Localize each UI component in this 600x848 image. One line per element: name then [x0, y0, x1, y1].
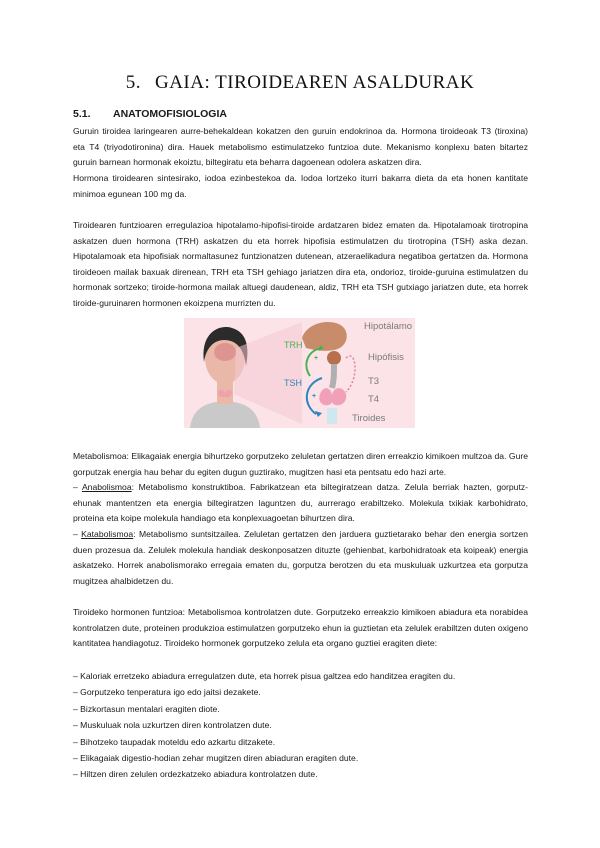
section-title: ANATOMOFISIOLOGIA	[113, 108, 227, 120]
catabolism-text: : Metabolismo suntsitzailea. Zeluletan gertatzen den jarduera guztietarako behar den energia sortzen duen prozesua da. Zelulek molekula handiak deskonposatzen dituzte (gehienbat, karbohidratoak eta koipeak) energia askatzeko. Horrek anabolismorako erregaia ematen du, gorputza berotzen du eta muskuluak uzkurtzea eta gorputza mugitzea ahalbidetzen du.	[73, 529, 528, 586]
brain-shape	[214, 343, 236, 361]
trachea-lower-shape	[327, 408, 337, 424]
section-number: 5.1.	[73, 108, 91, 120]
hypothalamus-shape	[302, 322, 347, 351]
anabolism-term: Anabolismoa	[81, 482, 132, 492]
thyroid-shape	[319, 388, 346, 405]
shirt-shape	[190, 402, 260, 428]
paragraph-intro: Guruin tiroidea laringearen aurre-behekaldean kokatzen den guruin endokrinoa da. Hormona tiroideoak T3 (tiroxina) eta T4 (triyodotironina) dira. Hauek metabolismo estimulatzeko funtzioa dute. Mekanismo konplexu baten bitartez guruin barnean hormonak ekoiztu, biltegiratu eta beharra dagoenean odolera askatzen dira.	[73, 126, 528, 168]
thyroid-axis-figure	[184, 318, 415, 428]
list-item: – Bizkortasun mentalari eragiten diote.	[73, 703, 220, 714]
trh-label: TRH	[284, 340, 303, 350]
paragraph-metabolism: Metabolismoa: Elikagaiak energia bihurtzeko gorputzeko zeluletan gertatzen diren erreakzio kimikoen multzoa da. Gure gorputzak energia hau behar du egiten dugun guztirako, mugitzen hasi eta pentsatu edo hazi arte.	[73, 451, 528, 477]
thyroid-axis-illustration	[184, 318, 415, 428]
tsh-arrowhead	[315, 411, 322, 417]
catabolism-term: Katabolismoa	[81, 529, 134, 539]
hormone-effects-list	[73, 668, 528, 783]
catabolism-dash: –	[73, 529, 78, 539]
feedback-arrow	[346, 356, 355, 392]
t4-label: T4	[368, 394, 380, 405]
paragraph-iodine: Hormona tiroidearen sintesirako, iodoa ezinbestekoa da. Iodoa lortzeko iturri bakarra dieta da eta honen kantitate minimoa egunean 100 mg da.	[73, 173, 528, 199]
tsh-label: TSH	[284, 378, 302, 388]
list-item: – Gorputzeko tenperatura igo edo jaitsi dezakete.	[73, 687, 261, 698]
thyroid-label: Tiroides	[352, 413, 386, 424]
list-item: – Elikagaiak digestio-hodian zehar mugitzen diren abiaduran eragiten dute.	[73, 753, 359, 764]
trachea-shape	[332, 364, 334, 388]
paragraph-regulation: Tiroidearen funtzioaren erregulazioa hipotalamo-hipofisi-tiroide ardatzaren bidez ematen da. Hipotalamoak tirotropina askatzen duen hormona (TRH) askatzen du eta horrek hipofisia estimulatzen du tirotropina (TSH) aska dezan. Hipotalamoak eta hipofisiak normaltasunez funtzionatzen dutenean, atzeraelikadura negatiboa gertatzen da. Hormona tiroideoen mailak baxuak direnean, TRH eta TSH gehiago jariatzen dira eta, ondorioz, tiroide-guruina estimulatzen du hormonak sortzeko; tiroide-hormona mailak altuegi daudenean, aldiz, TRH eta TSH gutxiago jariatzen dute, eta horrek tiroide-guruinaren hormonen ekoizpena murrizten du.	[73, 220, 528, 308]
list-item: – Bihotzeko taupadak moteldu edo azkartu ditzakete.	[73, 736, 276, 747]
list-item: – Muskuluak nola uzkurtzen diren kontrolatzen dute.	[73, 720, 272, 731]
trh-plus-sign: +	[314, 355, 319, 362]
pituitary-shape	[327, 351, 341, 365]
paragraph-anabolism	[73, 480, 528, 527]
chapter-number: 5.	[125, 72, 141, 93]
list-item: – Hiltzen diren zelulen ordezkatzeko abiadura kontrolatzen dute.	[73, 769, 318, 780]
hypothalamus-label: Hipotálamo	[364, 321, 413, 332]
anabolism-text: : Metabolismo konstruktiboa. Fabrikatzean eta biltegiratzean datza. Zelula berriak hazten, gorputz-ehunak mantentzen eta energia biltegiratzen laguntzen du, aurrerago erabiltzeko. Molekula txikiak karbohidrato, proteina eta koipe molekula handiago eta konplexuagoetan bihurtzen dira.	[73, 482, 528, 524]
list-item: – Kaloriak erretzeko abiadura erregulatzen dute, eta horrek pisua galtzea edo handitzea eragiten du.	[73, 671, 456, 681]
chapter-heading	[0, 72, 600, 94]
paragraph-hormone-function: Tiroideko hormonen funtzioa: Metabolismoa kontrolatzen dute. Gorputzeko erreakzio kimikoen abiadura eta norabidea kontrolatzen dute, proteinen produkzioa estimulatzen gorputzeko ehun ia guztietan eta zelulek erabiltzen duten oxigeno kantitatea handiagotuz. Tiroideko hormonek gorputzeko zelula eta organo guztiei eragiten diete:	[73, 607, 528, 649]
paragraph-catabolism	[73, 527, 528, 589]
section-heading	[73, 108, 227, 120]
tsh-plus-sign: +	[312, 393, 317, 400]
chapter-title: GAIA: TIROIDEAREN ASALDURAK	[154, 72, 475, 93]
t3-label: T3	[368, 376, 380, 387]
trh-arrow	[306, 348, 322, 376]
pituitary-label: Hipófisis	[368, 352, 404, 363]
anabolism-dash: –	[73, 482, 78, 492]
